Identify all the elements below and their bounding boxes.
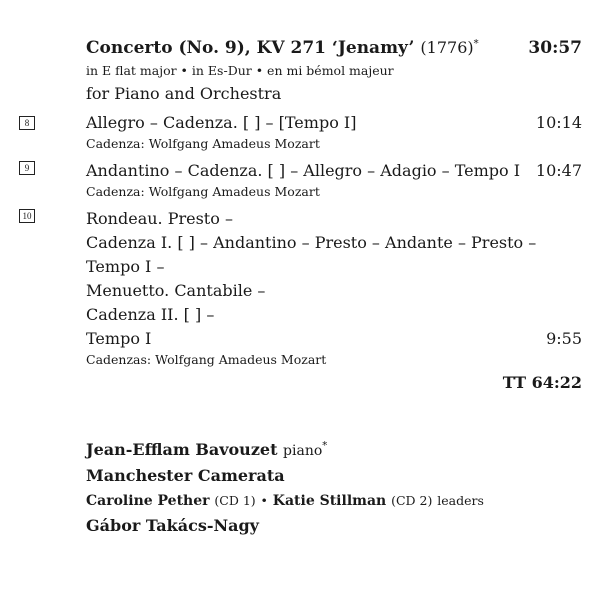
work-scoring: for Piano and Orchestra bbox=[86, 84, 282, 103]
track-number-box: 9 bbox=[19, 161, 35, 175]
work-heading bbox=[86, 38, 582, 58]
track-credit: Cadenza: Wolfgang Amadeus Mozart bbox=[86, 184, 320, 199]
soloist-name: Jean-Efflam Bavouzet bbox=[86, 440, 278, 459]
track-number-box: 10 bbox=[19, 209, 35, 223]
conductor-name: Gábor Takács-Nagy bbox=[86, 516, 259, 535]
leader-name: Caroline Pether bbox=[86, 493, 210, 509]
work-asterisk: * bbox=[473, 38, 479, 50]
track-number-box: 8 bbox=[19, 116, 35, 130]
track-credit: Cadenzas: Wolfgang Amadeus Mozart bbox=[86, 352, 327, 367]
work-year: (1776) bbox=[420, 38, 474, 57]
track-title: Andantino – Cadenza. [ ] – Allegro – Adagio – Tempo I bbox=[86, 161, 521, 180]
leaders-label: leaders bbox=[437, 493, 484, 508]
track-title-line: Menuetto. Cantabile – bbox=[86, 281, 266, 300]
total-time: TT 64:22 bbox=[502, 373, 582, 392]
work-keys: in E flat major • in Es-Dur • en mi bémol majeur bbox=[86, 63, 394, 78]
work-duration: 30:57 bbox=[528, 38, 582, 58]
separator-dot: • bbox=[260, 493, 268, 508]
track-title-line: Cadenza I. [ ] – Andantino – Presto – Andante – Presto – bbox=[86, 233, 537, 252]
track-duration: 9:55 bbox=[546, 329, 582, 348]
track-title: Allegro – Cadenza. [ ] – [Tempo I] bbox=[86, 113, 357, 132]
leader-name: Katie Stillman bbox=[272, 493, 387, 509]
soloist-asterisk: * bbox=[322, 440, 328, 452]
track-title-line: Tempo I – bbox=[86, 257, 165, 276]
leader-note: (CD 1) bbox=[214, 493, 256, 508]
work-title: Concerto (No. 9), KV 271 ‘Jenamy’ bbox=[86, 38, 415, 58]
soloist-line bbox=[86, 440, 582, 459]
track-credit: Cadenza: Wolfgang Amadeus Mozart bbox=[86, 136, 320, 151]
ensemble-name: Manchester Camerata bbox=[86, 466, 285, 485]
soloist-role: piano bbox=[283, 443, 323, 459]
track-title-line: Tempo I bbox=[86, 329, 152, 348]
track-duration: 10:47 bbox=[535, 161, 582, 180]
track-duration: 10:14 bbox=[535, 113, 582, 132]
leader-note: (CD 2) bbox=[391, 493, 433, 508]
track-title-line: Rondeau. Presto – bbox=[86, 209, 233, 228]
track-title-line: Cadenza II. [ ] – bbox=[86, 305, 215, 324]
leaders-line bbox=[86, 493, 582, 509]
